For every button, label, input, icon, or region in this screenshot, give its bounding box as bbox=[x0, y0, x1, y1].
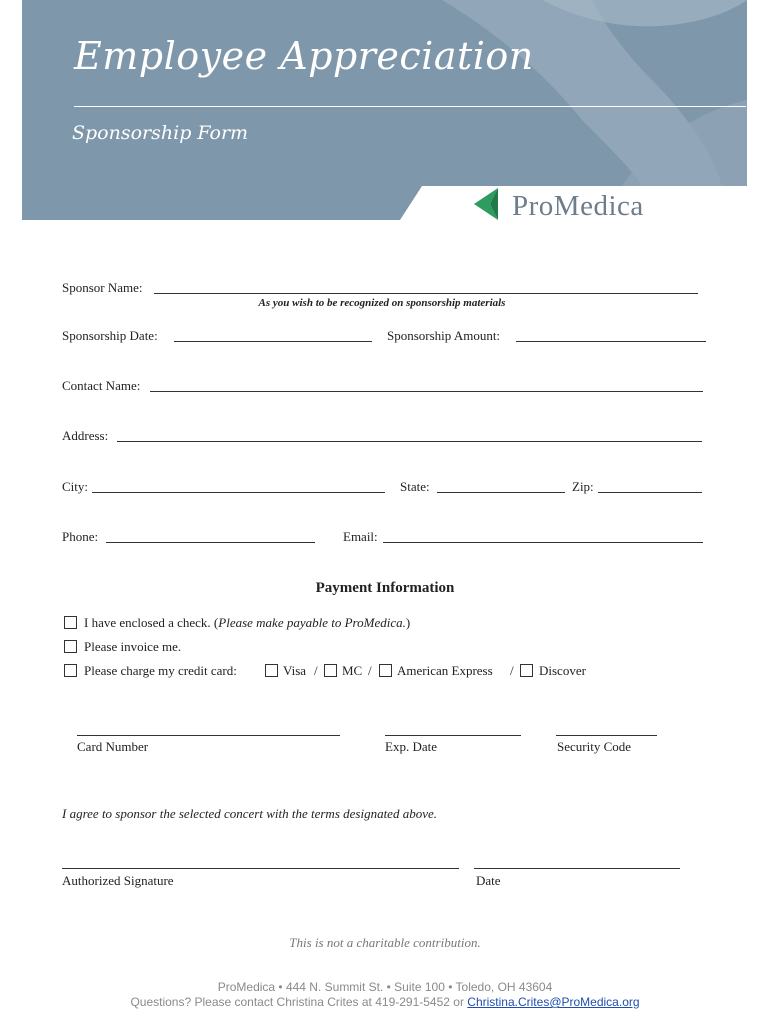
page-subtitle: Sponsorship Form bbox=[72, 122, 249, 144]
sponsorship-amount-field[interactable] bbox=[516, 341, 706, 342]
mc-label: MC bbox=[342, 663, 363, 678]
signature-date-label: Date bbox=[476, 873, 501, 888]
promedica-logo-icon bbox=[470, 186, 502, 222]
invoice-checkbox[interactable] bbox=[64, 640, 77, 653]
security-code-label: Security Code bbox=[557, 739, 632, 754]
state-field[interactable] bbox=[437, 492, 565, 493]
sponsor-name-note: As you wish to be recognized on sponsorship materials bbox=[258, 297, 506, 309]
header-divider bbox=[74, 106, 746, 107]
footer-contact-text: Questions? Please contact Christina Crites at 419-291-5452 or bbox=[130, 995, 468, 1009]
footer-address: ProMedica • 444 N. Summit St. • Suite 100 • Toledo, OH 43604 bbox=[217, 980, 553, 994]
separator: / bbox=[510, 663, 514, 678]
amex-checkbox[interactable] bbox=[379, 664, 392, 677]
credit-card-checkbox[interactable] bbox=[64, 664, 77, 677]
address-field[interactable] bbox=[117, 441, 702, 442]
sponsorship-amount-label: Sponsorship Amount: bbox=[387, 328, 501, 343]
check-label: I have enclosed a check. ( bbox=[84, 615, 219, 630]
sponsor-name-field[interactable] bbox=[154, 293, 698, 294]
check-option bbox=[84, 615, 410, 631]
city-field[interactable] bbox=[92, 492, 385, 493]
check-payable-note: Please make payable to ProMedica. bbox=[218, 615, 406, 630]
exp-date-field[interactable] bbox=[385, 735, 521, 736]
state-label: State: bbox=[400, 479, 430, 494]
page-title: Employee Appreciation bbox=[74, 34, 534, 78]
check-checkbox[interactable] bbox=[64, 616, 77, 629]
contact-email-link[interactable]: Christina.Crites@ProMedica.org bbox=[467, 995, 640, 1009]
sponsorship-date-label: Sponsorship Date: bbox=[62, 328, 158, 343]
card-number-label: Card Number bbox=[77, 739, 149, 754]
address-label: Address: bbox=[62, 428, 109, 443]
separator: / bbox=[314, 663, 318, 678]
discover-label: Discover bbox=[539, 663, 586, 678]
contact-name-label: Contact Name: bbox=[62, 378, 141, 393]
agreement-text: I agree to sponsor the selected concert with the terms designated above. bbox=[62, 806, 437, 821]
email-field[interactable] bbox=[383, 542, 703, 543]
phone-label: Phone: bbox=[62, 529, 99, 544]
check-close-paren: ) bbox=[405, 615, 411, 630]
signature-date-field[interactable] bbox=[474, 868, 680, 869]
invoice-label: Please invoice me. bbox=[84, 639, 182, 654]
exp-date-label: Exp. Date bbox=[385, 739, 437, 754]
credit-card-label: Please charge my credit card: bbox=[84, 663, 237, 678]
payment-heading: Payment Information bbox=[315, 580, 455, 596]
contact-name-field[interactable] bbox=[150, 391, 703, 392]
email-label: Email: bbox=[343, 529, 378, 544]
promedica-logo bbox=[470, 186, 710, 226]
logo-text: ProMedica bbox=[512, 190, 644, 222]
discover-checkbox[interactable] bbox=[520, 664, 533, 677]
sponsorship-date-field[interactable] bbox=[174, 341, 372, 342]
security-code-field[interactable] bbox=[556, 735, 657, 736]
zip-label: Zip: bbox=[572, 479, 594, 494]
mc-checkbox[interactable] bbox=[324, 664, 337, 677]
zip-field[interactable] bbox=[598, 492, 702, 493]
signature-field[interactable] bbox=[62, 868, 459, 869]
phone-field[interactable] bbox=[106, 542, 315, 543]
card-number-field[interactable] bbox=[77, 735, 340, 736]
separator: / bbox=[368, 663, 372, 678]
footer-contact bbox=[0, 995, 770, 1009]
amex-label: American Express bbox=[397, 663, 493, 678]
signature-label: Authorized Signature bbox=[62, 873, 174, 888]
city-label: City: bbox=[62, 479, 89, 494]
visa-label: Visa bbox=[283, 663, 307, 678]
disclaimer: This is not a charitable contribution. bbox=[289, 935, 481, 950]
visa-checkbox[interactable] bbox=[265, 664, 278, 677]
sponsor-name-label: Sponsor Name: bbox=[62, 280, 143, 295]
